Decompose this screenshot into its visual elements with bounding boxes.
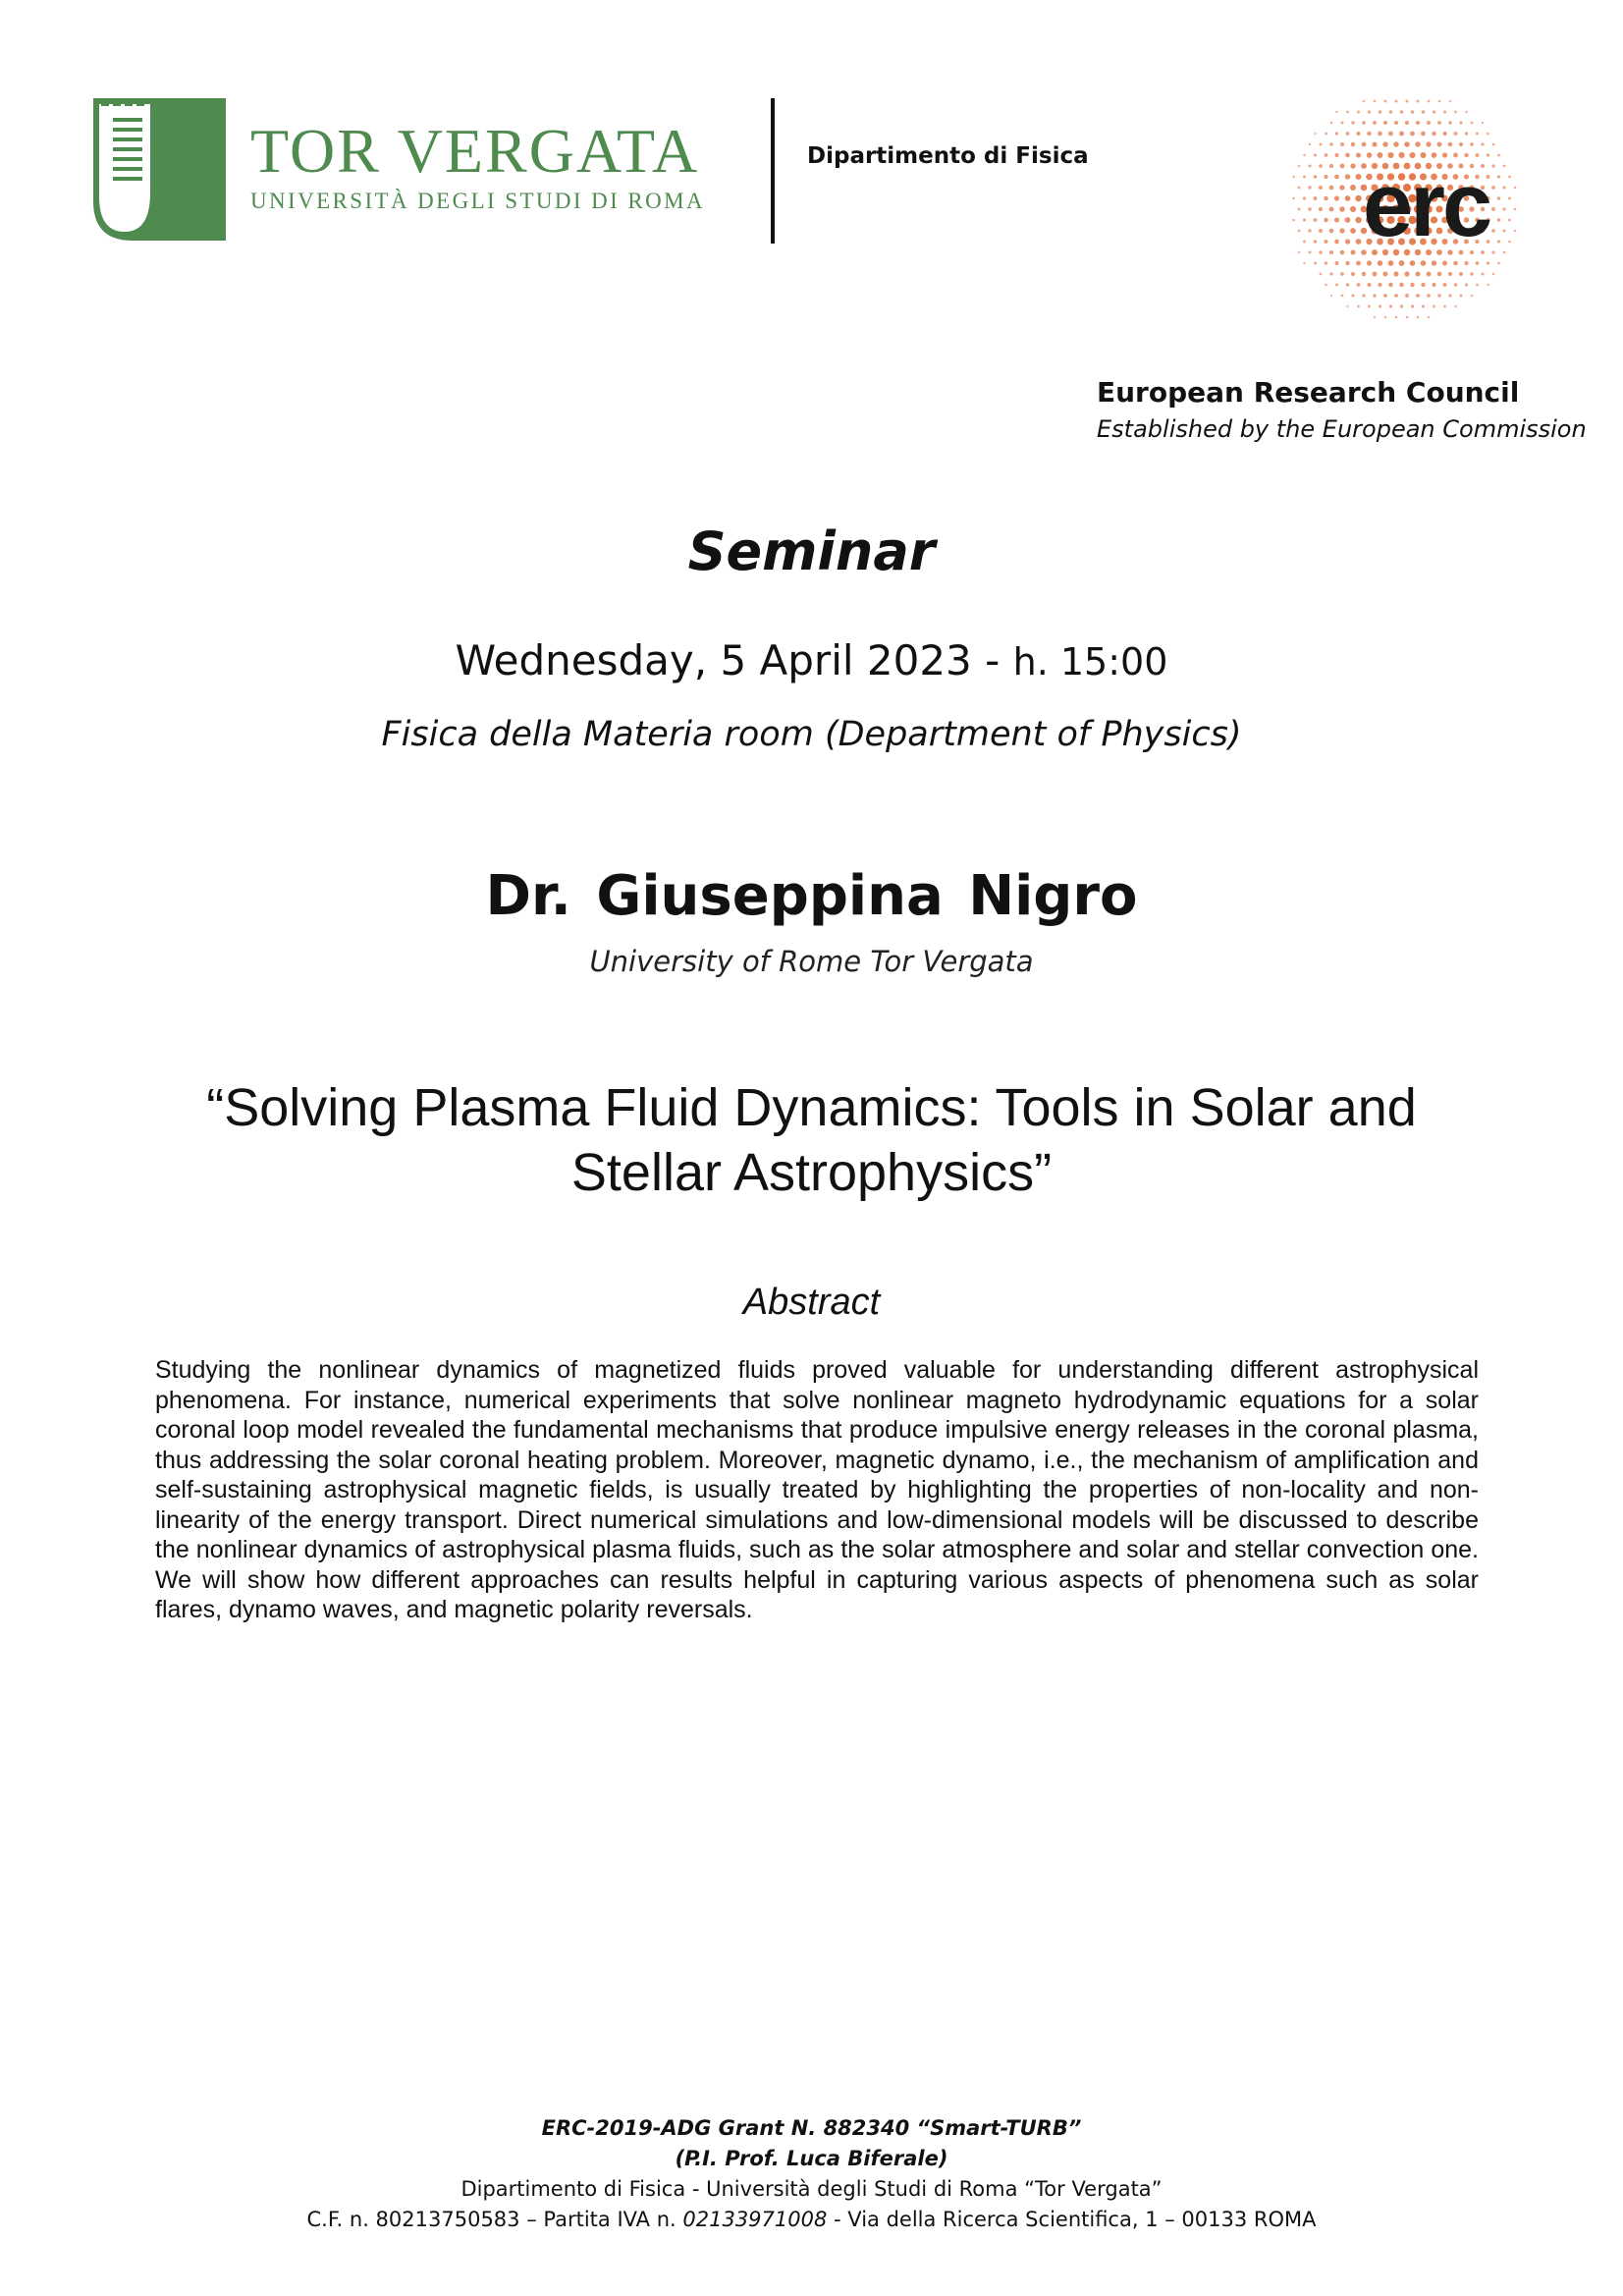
- abstract-text: Studying the nonlinear dynamics of magnetized fluids proved valuable for understanding different astrophysical phenomena. For instance, numerical experiments that solve nonlinear magneto hydrodynamic equations for a solar coronal loop model revealed the fundamental mechanisms that produce impulsive energy releases in the coronal plasma, thus addressing the solar coronal heating problem. Moreover, magnetic dynamo, i.e., the mechanism of amplification and self-sustaining astrophysical magnetic fields, is usually treated by highlighting the properties of non-locality and non-linearity of the energy transport. Direct numerical simulations and low-dimensional models will be discussed to describe the nonlinear dynamics of astrophysical plasma fluids, such as the solar atmosphere and solar and stellar convection one. We will show how different approaches can results helpful in capturing various aspects of phenomena such as solar flares, dynamo waves, and magnetic polarity reversals.: [155, 1356, 1479, 1623]
- erc-tagline: Established by the European Commission: [1097, 415, 1587, 443]
- seminar-title: Seminar: [687, 520, 936, 582]
- talk-title-line-1: “Solving Plasma Fluid Dynamics: Tools in Solar and: [206, 1078, 1417, 1137]
- seminar-room: Fisica della Materia room (Department of Physics): [381, 715, 1242, 754]
- iva-number: 02133971008: [682, 2208, 828, 2231]
- speaker-name: Dr. Giuseppina Nigro: [485, 864, 1138, 928]
- cf-prefix: C.F. n. 80213750583 – Partita IVA n.: [306, 2208, 683, 2231]
- department-label: Dipartimento di Fisica: [807, 143, 1089, 169]
- date-text: Wednesday, 5 April 2023 -: [455, 636, 1013, 684]
- principal-investigator: (P.I. Prof. Luca Biferale): [675, 2147, 948, 2170]
- seminar-date: [0, 636, 1623, 684]
- university-subtitle: UNIVERSITÀ DEGLI STUDI DI ROMA: [250, 189, 705, 213]
- header-divider: [771, 98, 775, 244]
- speaker-affiliation: University of Rome Tor Vergata: [589, 945, 1034, 978]
- erc-logo-text: erc: [1363, 155, 1490, 255]
- erc-name: European Research Council: [1097, 376, 1520, 409]
- time-text: h. 15:00: [1012, 640, 1168, 683]
- department-address: Dipartimento di Fisica - Università degli Studi di Roma “Tor Vergata”: [460, 2177, 1163, 2201]
- cf-suffix: - Via della Ricerca Scientifica, 1 – 00133 ROMA: [827, 2208, 1317, 2231]
- grant-info: ERC-2019-ADG Grant N. 882340 “Smart-TURB”: [541, 2116, 1082, 2140]
- erc-logo: [1276, 88, 1532, 324]
- university-name: TOR VERGATA: [250, 116, 700, 186]
- talk-title-line-2: Stellar Astrophysics”: [570, 1143, 1053, 1202]
- tor-vergata-logo: [93, 98, 722, 246]
- footer: [0, 2113, 1623, 2235]
- tor-vergata-shield-icon: [93, 98, 226, 241]
- fiscal-info: [0, 2205, 1623, 2235]
- talk-title: [0, 1075, 1623, 1205]
- abstract-heading: Abstract: [742, 1282, 881, 1323]
